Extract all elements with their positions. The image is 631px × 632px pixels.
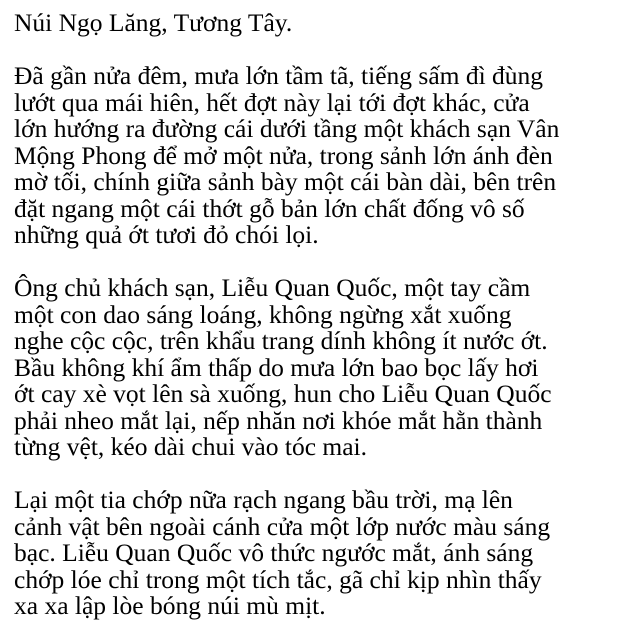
document-title: Núi Ngọ Lăng, Tương Tây. — [14, 8, 293, 37]
paragraph-line: một con dao sáng loáng, không ngừng xắt xuống — [14, 299, 512, 329]
paragraph-3 — [14, 487, 621, 620]
paragraph-2 — [14, 275, 621, 461]
paragraph-line: những quả ớt tươi đỏ chói lọi. — [14, 220, 319, 249]
paragraph-line: Ông chủ khách sạn, Liễu Quan Quốc, một tay cầm — [14, 273, 531, 302]
paragraph-line: đặt ngang một cái thớt gỗ bản lớn chất đống vô số — [14, 193, 525, 223]
paragraph-line: Đã gần nửa đêm, mưa lớn tầm tã, tiếng sấm đì đùng — [14, 61, 544, 90]
paragraph-line: mờ tối, chính giữa sảnh bày một cái bàn dài, bên trên — [14, 167, 557, 196]
paragraph-line: phải nheo mắt lại, nếp nhăn nơi khóe mắt hằn thành — [14, 405, 543, 435]
paragraph-line: cảnh vật bên ngoài cánh cửa một lớp nước màu sáng — [14, 511, 551, 541]
paragraph-line: bạc. Liễu Quan Quốc vô thức ngước mắt, ánh sáng — [14, 538, 534, 567]
paragraph-line: lớn hướng ra đường cái dưới tầng một khách sạn Vân — [14, 114, 560, 143]
paragraph-line: nghe cộc cộc, trên khẩu trang dính không ít nước ớt. — [14, 326, 548, 355]
paragraph-line: chớp lóe chỉ trong một tích tắc, gã chỉ kịp nhìn thấy — [14, 564, 542, 594]
paragraph-line: từng vệt, kéo dài chui vào tóc mai. — [14, 432, 368, 461]
paragraph-line: Mộng Phong để mở một nửa, trong sảnh lớn ánh đèn — [14, 140, 553, 170]
paragraph-line: Bầu không khí ẩm thấp do mưa lớn bao bọc lấy hơi — [14, 352, 539, 382]
paragraph-line: lướt qua mái hiên, hết đợt này lại tới đợt khác, cửa — [14, 87, 530, 117]
paragraph-line: Lại một tia chớp nữa rạch ngang bầu trời, mạ lên — [14, 485, 513, 514]
paragraph-line: xa xa lập lòe bóng núi mù mịt. — [14, 591, 326, 620]
paragraph-1 — [14, 63, 621, 249]
paragraph-line: ớt cay xè vọt lên sà xuống, hun cho Liễu Quan Quốc — [14, 379, 552, 408]
